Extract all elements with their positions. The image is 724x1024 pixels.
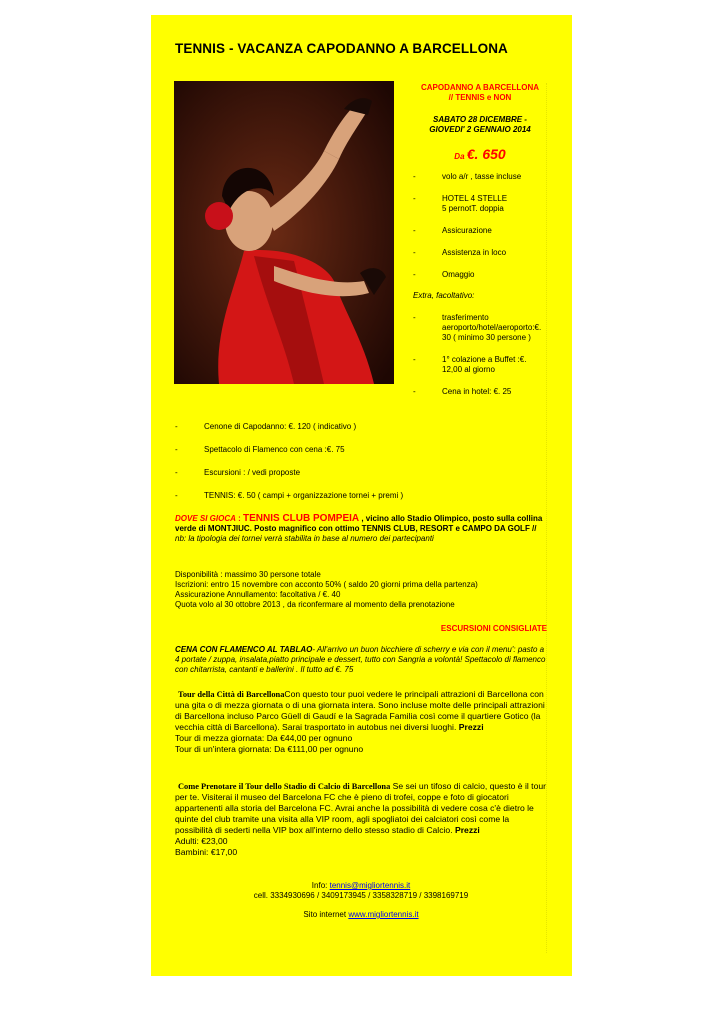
stadium-tour-price-line: Bambini: €17,00 (175, 847, 238, 857)
cost-item (175, 445, 547, 455)
excursions-heading: ESCURSIONI CONSIGLIATE (440, 624, 547, 633)
contact-phones: cell. 3334930696 / 3409173945 / 3358328719 / 3398169719 (253, 891, 469, 900)
contact-info-prefix: Info: (311, 881, 330, 890)
dash: - (175, 468, 178, 477)
included-text: Omaggio (442, 270, 475, 279)
info-line: Iscrizioni: entro 15 novembre con acconto 50% ( saldo 20 giorni prima della partenza) (175, 580, 478, 589)
extra-item (413, 355, 547, 375)
venue-label: DOVE SI GIOCA (175, 514, 236, 523)
included-text: HOTEL 4 STELLE (442, 194, 508, 203)
stadium-tour-title: Come Prenotare il Tour dello Stadio di Calcio di Barcellona (178, 782, 391, 791)
city-tour-price-line: Tour di mezza giornata: Da €44,00 per ognuno (175, 733, 353, 743)
cost-text: TENNIS: €. 50 ( campi + organizzazione tornei + premi ) (204, 491, 404, 500)
venue-section (175, 514, 547, 544)
extra-label: Extra, facoltativo: (413, 291, 475, 300)
extras-list (413, 313, 547, 397)
page-title: TENNIS - VACANZA CAPODANNO A BARCELLONA (175, 41, 508, 56)
city-tour-title: Tour della Città di Barcellona (178, 690, 285, 699)
extra-text: Cena in hotel: €. 25 (442, 387, 512, 396)
offer-heading (413, 83, 547, 103)
included-text-2: 5 pernotT. doppia (442, 204, 504, 213)
dash: - (413, 226, 416, 235)
dash: - (413, 387, 416, 396)
document-page (151, 15, 572, 976)
price-prefix: Da (454, 152, 465, 161)
offer-dates-line1: SABATO 28 DICEMBRE - (433, 115, 527, 124)
included-text: volo a/r , tasse incluse (442, 172, 522, 181)
dash: - (175, 422, 178, 431)
extra-text: trasferimento aeroporto/hotel/aeroporto:€. 30 ( minimo 30 persone ) (442, 313, 542, 342)
dash: - (413, 248, 416, 257)
venue-text: , vicino allo Stadio Olimpico, posto sulla collina verde di MONTJIUC. Posto magnifico con ottimo TENNIS CLUB, RESORT e CAMPO DA GOLF // (175, 514, 543, 533)
contact-site-line (175, 910, 547, 920)
city-tour-section (175, 689, 547, 755)
cost-item (175, 491, 547, 501)
dash: - (413, 270, 416, 279)
dash: - (175, 445, 178, 454)
flamenco-dancer-image (174, 81, 394, 384)
included-text: Assistenza in loco (442, 248, 507, 257)
dash: - (413, 355, 416, 364)
city-tour-prices-label: Prezzi (458, 722, 484, 732)
dash: - (413, 313, 416, 322)
included-item (413, 270, 547, 280)
cost-item (175, 422, 547, 432)
extra-item-row (413, 313, 547, 343)
flamenco-dinner-paragraph (175, 645, 547, 675)
info-line: Quota volo al 30 ottobre 2013 , da riconfermare al momento della prenotazione (175, 600, 455, 609)
venue-sep: : (235, 514, 244, 523)
stadium-tour-section (175, 781, 547, 858)
extra-item-row (413, 355, 547, 375)
cost-text: Escursioni : / vedi proposte (204, 468, 301, 477)
stadium-tour-price-line: Adulti: €23,00 (175, 836, 228, 846)
venue-note: nb: la tipologia dei tornei verrà stabilita in base al numero dei partecipanti (175, 534, 434, 543)
included-item (413, 248, 547, 258)
contact-footer (175, 881, 547, 920)
venue-club: TENNIS CLUB POMPEIA (243, 513, 360, 524)
offer-heading-line2: // TENNIS e NON (448, 93, 512, 102)
offer-dates (413, 115, 547, 135)
extra-item-row (413, 387, 547, 397)
info-line: Assicurazione Annullamento: facoltativa / €. 40 (175, 590, 341, 599)
contact-site-link[interactable]: www.migliortennis.it (348, 910, 419, 919)
venue-paragraph (175, 514, 547, 534)
cost-text: Cenone di Capodanno: €. 120 ( indicativo ) (204, 422, 357, 431)
flamenco-dancer-photo (174, 81, 394, 384)
offer-column (413, 83, 547, 397)
contact-email-link[interactable]: tennis@migliortennis.it (329, 881, 411, 890)
offer-dates-line2: GIOVEDI' 2 GENNAIO 2014 (429, 125, 531, 134)
city-tour-price-line: Tour di un'intera giornata: Da €111,00 per ognuno (175, 744, 364, 754)
dash: - (413, 194, 416, 203)
cost-item (175, 468, 547, 478)
contact-site-prefix: Sito internet (303, 910, 349, 919)
cost-text: Spettacolo di Flamenco con cena :€. 75 (204, 445, 345, 454)
info-line: Disponibilità : massimo 30 persone totale (175, 570, 321, 579)
stadium-tour-text: Se sei un tifoso di calcio, questo è il tour per te. Visiterai il museo del Barcelona FC che è pieno di trofei, coppe e foto di giocatori appartenenti alla storia del Barcelona FC. Avrai anche la possibilità di vedere cosa c'è dietro le quinte del club tramite una visita alla VIP room, agli spogliatoi dei calciatori così come la possibilità di sederti nella VIP box all'interno dello stesso stadio di Calcio. (175, 781, 546, 835)
offer-heading-line1: CAPODANNO A BARCELLONA (420, 83, 540, 92)
city-tour-paragraph (175, 689, 547, 733)
extras-cost-list (175, 422, 547, 501)
extra-item (413, 387, 547, 397)
stadium-tour-prices-label: Prezzi (454, 825, 480, 835)
included-text: Assicurazione (442, 226, 492, 235)
price-value: €. 650 (466, 146, 506, 162)
city-tour-text: Con questo tour puoi vedere le principali attrazioni di Barcellona con una gita o di mezza giornata o di una giornata intera. Sono incluse molte delle principali attrazioni di Barcellona incluso Parco Güell di Gaudí e la Sagrada Familia così come il quartiere Gotico (la vecchia città di Barcellona). Sarai trasportato in autobus nei diversi luoghi. (175, 689, 545, 732)
contact-email-line (175, 881, 547, 891)
extra-text: 1° colazione a Buffet :€. 12,00 al giorno (442, 355, 527, 374)
included-list (413, 172, 547, 280)
info-block (175, 570, 547, 610)
stadium-tour-paragraph (175, 781, 547, 836)
included-item (413, 172, 547, 182)
flamenco-dinner-label: CENA CON FLAMENCO AL TABLAO (175, 645, 313, 654)
dash: - (413, 172, 416, 181)
dash: - (175, 491, 178, 500)
included-item (413, 194, 547, 214)
flamenco-dinner-text: - All'arrivo un buon bicchiere di scherry e via con il menu': pasto a 4 portate / zuppa, insalata,piatto principale e dessert, tutto con Sangria a volontà! Spettacolo di flamenco con chitarrista, cantanti e ballerini . Il tutto ad €. 75 (175, 645, 546, 674)
extra-item (413, 313, 547, 343)
offer-price (413, 146, 547, 162)
included-item (413, 226, 547, 236)
